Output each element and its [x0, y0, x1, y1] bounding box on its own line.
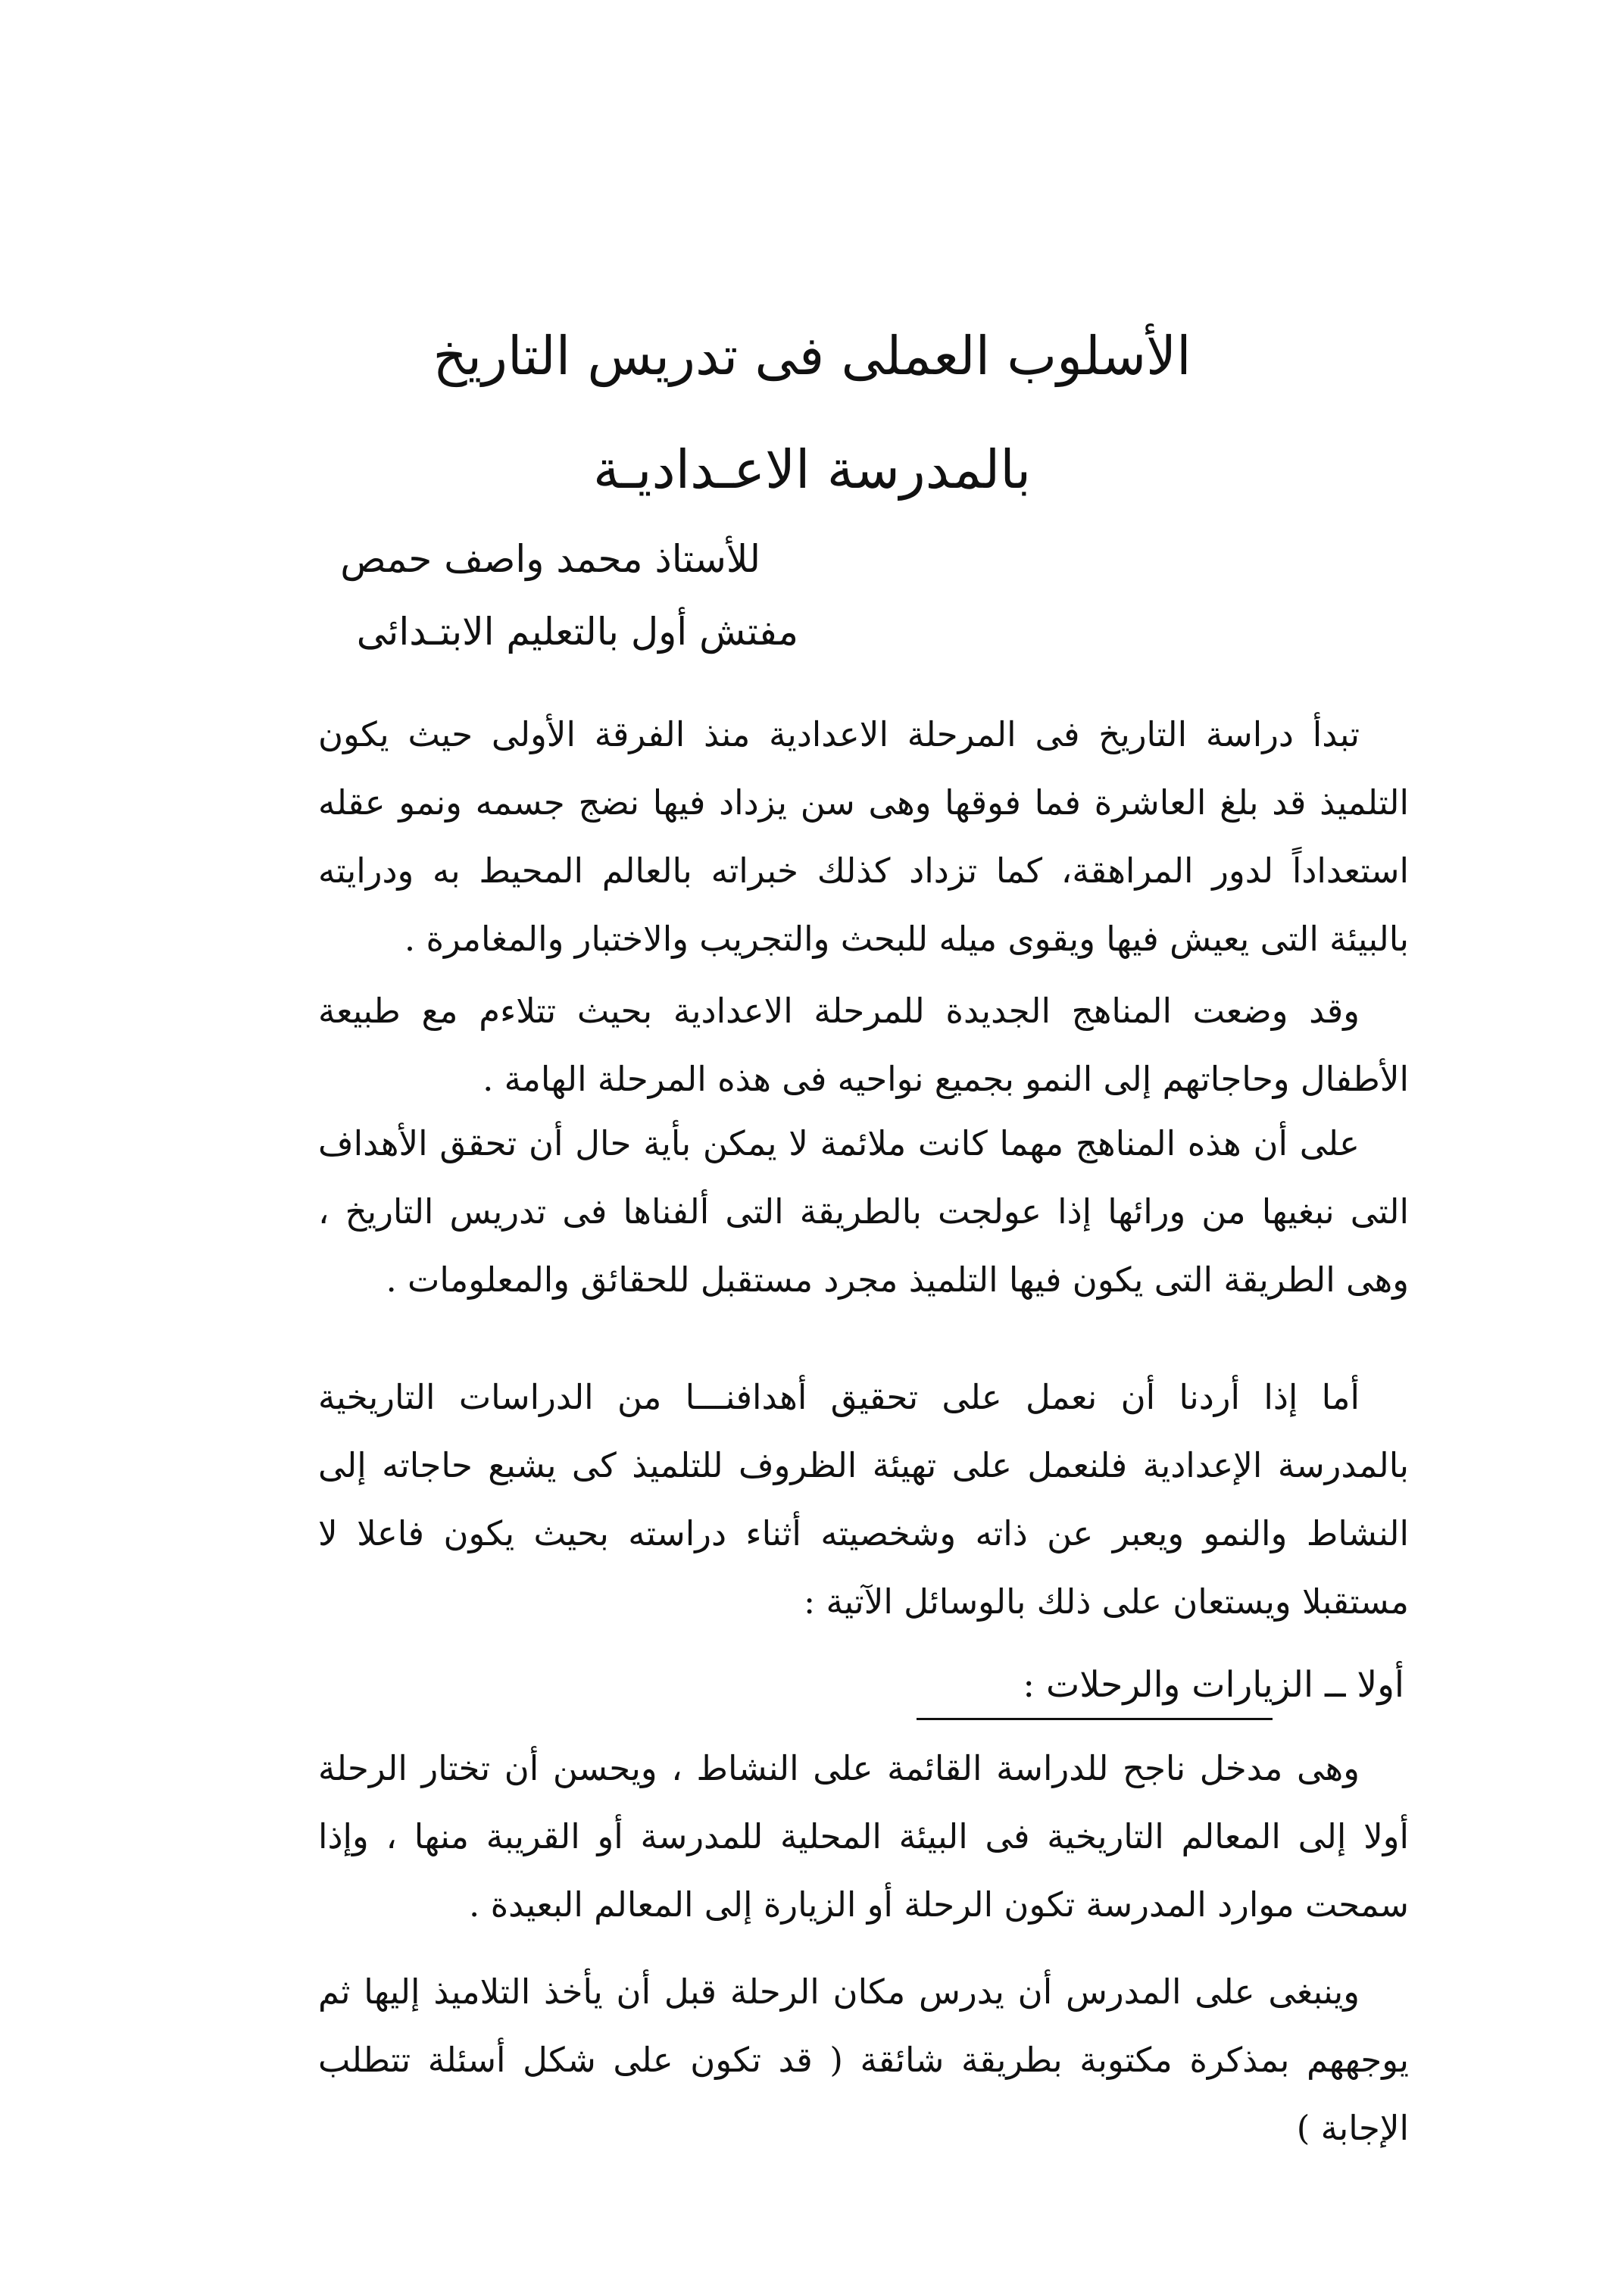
- section-heading: أولا ــ الزيارات والرحلات :: [1023, 1664, 1404, 1706]
- section-heading-underline: [917, 1718, 1273, 1720]
- article-title: [0, 299, 1624, 526]
- author-position: مفتش أول بالتعليم الابتـدائى: [356, 610, 798, 654]
- paragraph-4: أما إذا أردنا أن نعمل على تحقيق أهدافنـــا من الدراسات التاريخية بالمدرسة الإعدادية فلنعمل على تهيئة الظروف للتلميذ كى يشبع حاجاته إلى النشاط والنمو ويعبر عن ذاته وشخصيته أثناء دراسته بحيث يكون فاعلا لا مستقبلا ويستعان على ذلك بالوسائل الآتية :: [318, 1377, 1409, 1622]
- paragraph-3: على أن هذه المناهج مهما كانت ملائمة لا يمكن بأية حال أن تحقق الأهداف التى نبغيها من ورائها إذا عولجت بالطريقة التى ألفناها فى تدريس التاريخ ، وهى الطريقة التى يكون فيها التلميذ مجرد مستقبل للحقائق والمعلومات .: [318, 1123, 1409, 1300]
- paragraph-1: تبدأ دراسة التاريخ فى المرحلة الاعدادية منذ الفرقة الأولى حيث يكون التلميذ قد بلغ العاشرة فما فوقها وهى سن يزداد فيها نضج جسمه ونمو عقله استعداداً لدور المراهقة، كما تزداد كذلك خبراته بالعالم المحيط به ودرايته بالبيئة التى يعيش فيها ويقوى ميله للبحث والتجريب والاختبار والمغامرة .: [318, 714, 1409, 959]
- title-line-2: بالمدرسة الاعـداديـة: [592, 439, 1032, 501]
- paragraph-6: وينبغى على المدرس أن يدرس مكان الرحلة قبل أن يأخذ التلاميذ إليها ثم يوجههم بمذكرة مكتوبة بطريقة شائقة ( قد تكون على شكل أسئلة تتطلب الإجابة ): [318, 1972, 1409, 2148]
- author-byline: [192, 523, 798, 668]
- author-name: للأستاذ محمد واصف حمص: [340, 537, 760, 581]
- title-line-1: الأسلوب العملى فى تدريس التاريخ: [433, 325, 1191, 387]
- paragraph-5: وهى مدخل ناجح للدراسة القائمة على النشاط ، ويحسن أن تختار الرحلة أولا إلى المعالم التاريخية فى البيئة المحلية للمدرسة أو القريبة منها ، وإذا سمحت موارد المدرسة تكون الرحلة أو الزيارة إلى المعالم البعيدة .: [318, 1748, 1409, 1925]
- paragraph-2: وقد وضعت المناهج الجديدة للمرحلة الاعدادية بحيث تتلاءم مع طبيعة الأطفال وحاجاتهم إلى النمو بجميع نواحيه فى هذه المرحلة الهامة .: [318, 991, 1409, 1099]
